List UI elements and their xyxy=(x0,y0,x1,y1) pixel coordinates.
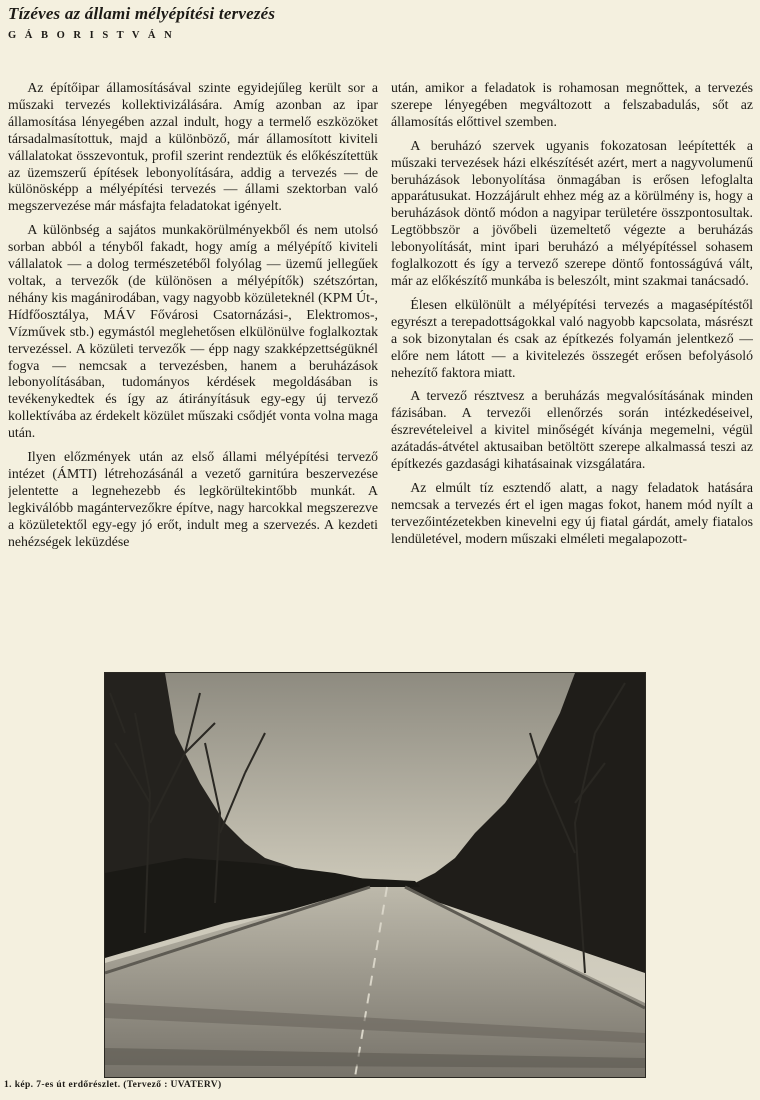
article-title: Tízéves az állami mélyépítési tervezés xyxy=(8,4,276,23)
paragraph: Élesen elkülönült a mélyépítési tervezés a magasépítéstől egyrészt a terepadottságokkal való nagyobb kapcsolata, másrészt a sok bizonytalan és csak az építkezés folyamán jelentkező — előre nem látott — a kivitelezés összegét erősen befolyásoló nehezítő faktora miatt. xyxy=(391,296,753,380)
paragraph-continuation: után, amikor a feladatok is rohamosan megnőttek, a tervezés szerepe lényegében megváltozott a felszabadulás, sőt az államosítás előttivel szemben. xyxy=(391,80,753,129)
paragraph: A beruházó szervek ugyanis fokozatosan leépítették a műszaki tervezések házi elkészítését azért, mert a nagyvolumenű beruházások lebonyolítása önmagában is erősen lefoglalta apparátusukat. Hozzájárult ehhez még az a körülmény is, hogy a beruházások döntő módon a nagyipar területére összpontosultak. Legtöbbször a jövőbeli üzemeltető végezte a beruházás lebonyolítását, mint ipari beruházó a mélyépítéssel sohasem foglalkozott és így a tervező szerepe döntő fontosságúvá vált, már az előkészítő munkába is beleszólt, mint szakmai tanácsadó. xyxy=(391,137,753,288)
paragraph: Az építőipar államosításával szinte egyidejűleg került sor a műszaki tervezés kollektivizálására. Amíg azonban az ipar államosítása lényegében azzal indult, hogy a termelő eszközöket társadalmasítottuk, majd a különböző, már államosított kiviteli vállalatokat összevontuk, profil szerint rendeztük és előkészítettük az üzemszerű építések lebonyolítására, addig a tervezés — de különösképp a mélyépítési tervezés — állami szektorban való megszervezése már másfajta feladatokat igényelt. xyxy=(8,80,378,214)
road-forest-photo xyxy=(104,672,646,1078)
left-column xyxy=(8,80,378,660)
right-column xyxy=(391,80,753,660)
paragraph: A különbség a sajátos munkakörülményekből és nem utolsó sorban abból a tényből fakadt, hogy amíg a mélyépítő kiviteli vállalatok — a dolog természetéből folyólag — üzemű jellegűek voltak, a tervezők (de különösen a mélyépítők) szétszórtan, néhány kis magánirodában, vagy nagyobb közületeknél (KPM Út-, Hídfőosztálya, MÁV Fővárosi Csatornázási-, Elektromos-, Vízművek stb.) egymástól meglehetősen elkülönülve foglalkoztak tervezéssel. A közületi tervezők — épp nagy szakképzettségüknél fogva — nemcsak a tervezésben, hanem a beruházások lebonyolításában, tudományos kérdések megoldásában is tevékenykedtek és így az átirányításuk egy-egy új tervező kollektívába az érdekelt közület műszaki csődjét vonta volna maga után. xyxy=(8,222,378,441)
paragraph: A tervező résztvesz a beruházás megvalósításának minden fázisában. A tervezői ellenőrzés során intézkedéseivel, észrevételeivel a kivitel minőségét kívánja megemelni, végül azátadás-átvétel aktusaiban betöltött szerepe alkalmassá teszi az építkezés gazdasági kihatásainak vizsgálatára. xyxy=(391,388,753,472)
article-author: G Á B O R I S T V Á N xyxy=(8,30,175,41)
paragraph: Az elmúlt tíz esztendő alatt, a nagy feladatok hatására nemcsak a tervezés ért el igen magas fokot, hanem mód nyílt a tervezőintézetekben kinevelni egy új fiatal gárdát, amely fiatalos lendületével, modern műszaki elméleti megalapozott- xyxy=(391,479,753,546)
paragraph: Ilyen előzmények után az első állami mélyépítési tervező intézet (ÁMTI) létrehozásánál a vezető garnitúra beszervezése jelentette a legnehezebb és legkörültekintőbb munkát. A legkiválóbb magántervezőkre építve, nagy harcokkal megszerezve a közületektől egy-egy jó erőt, indult meg a szervezés. A kezdeti nehézségek leküzdése xyxy=(8,449,378,549)
photo-caption: 1. kép. 7-es út erdőrészlet. (Tervező : UVATERV) xyxy=(4,1080,222,1090)
